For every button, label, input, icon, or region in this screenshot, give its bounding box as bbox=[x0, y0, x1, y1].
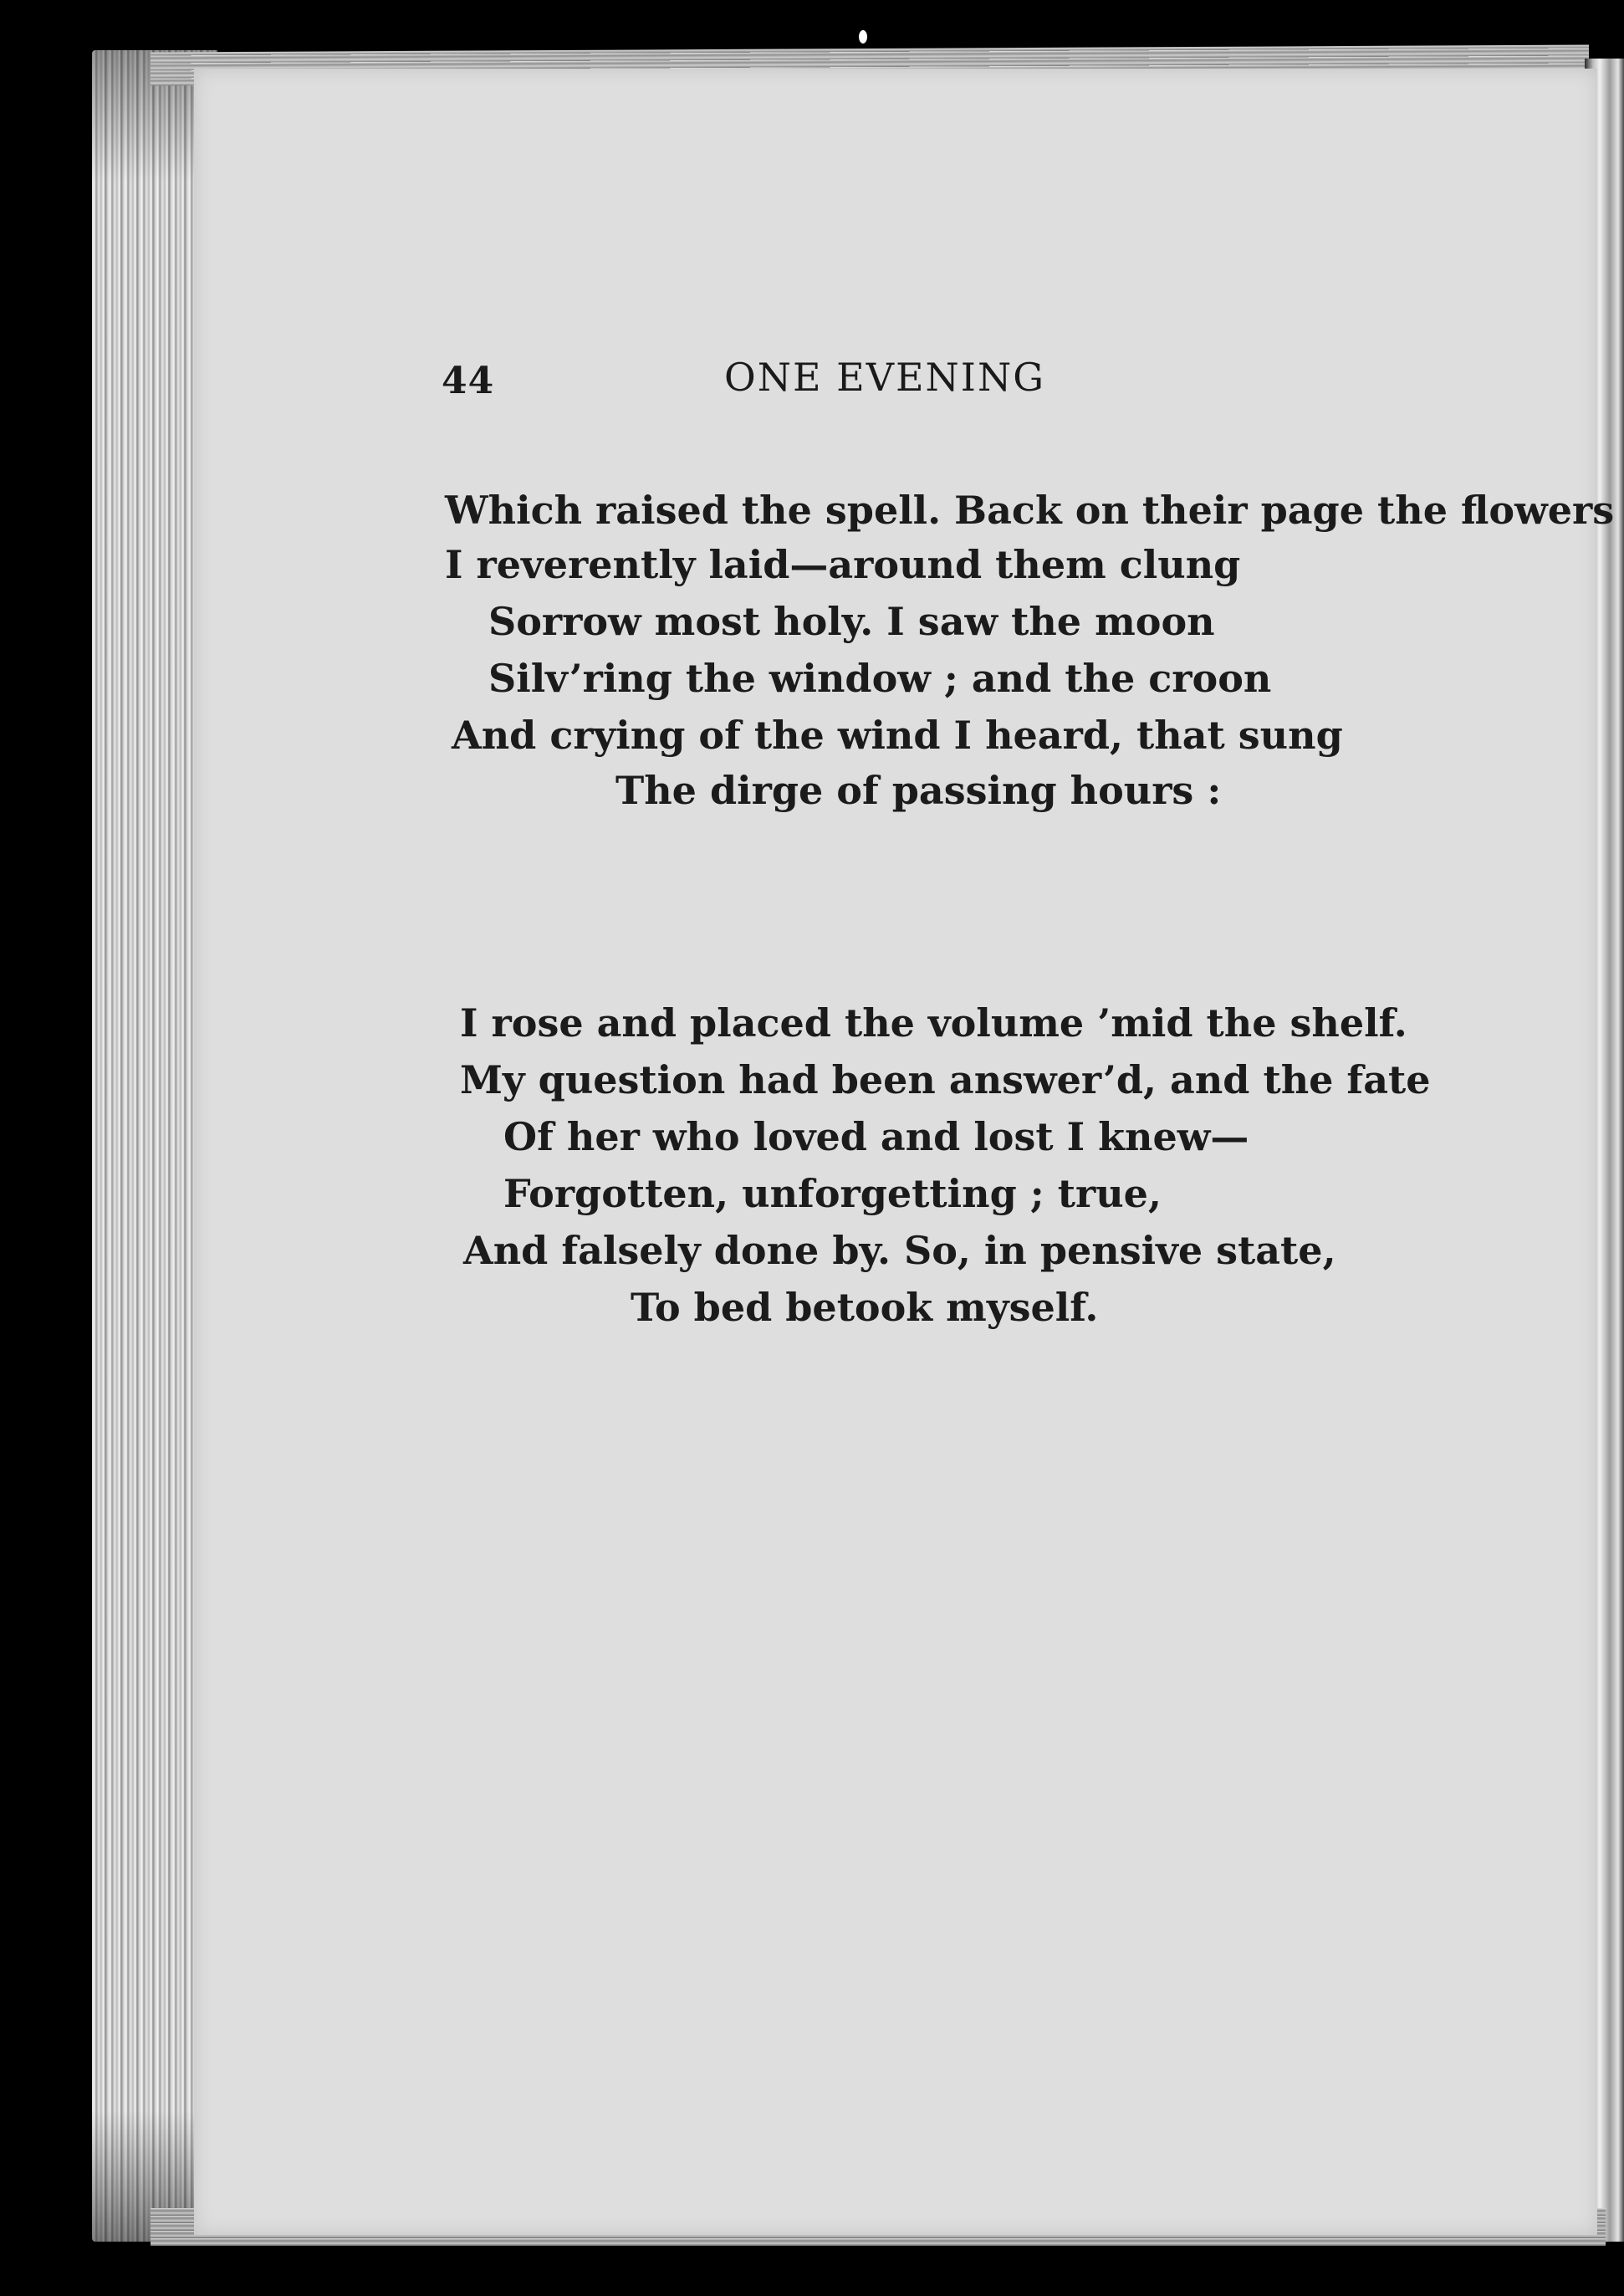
page-number: 44 bbox=[442, 360, 495, 402]
poem-line: The dirge of passing hours : bbox=[615, 768, 1222, 813]
poem-line: And crying of the wind I heard, that sung bbox=[452, 713, 1343, 758]
poem-line: Silv’ring the window ; and the croon bbox=[488, 656, 1272, 701]
poem-line: I rose and placed the volume ’mid the shelf. bbox=[460, 1000, 1407, 1046]
poem-line: To bed betook myself. bbox=[631, 1285, 1099, 1330]
poem-line: And falsely done by. So, in pensive state, bbox=[463, 1228, 1336, 1273]
poem-line: Sorrow most holy. I saw the moon bbox=[488, 599, 1215, 644]
poem-line: I reverently laid—around them clung bbox=[445, 542, 1241, 587]
running-title: ONE EVENING bbox=[724, 355, 1045, 400]
book-page bbox=[194, 69, 1615, 2235]
poem-line: Of her who loved and lost I knew— bbox=[503, 1114, 1249, 1159]
scan-artifact-mark bbox=[859, 30, 867, 43]
poem-line: Which raised the spell. Back on their page the flowers bbox=[445, 488, 1615, 533]
poem-line: Forgotten, unforgetting ; true, bbox=[503, 1171, 1162, 1216]
poem-line: My question had been answer’d, and the fate bbox=[460, 1057, 1431, 1102]
